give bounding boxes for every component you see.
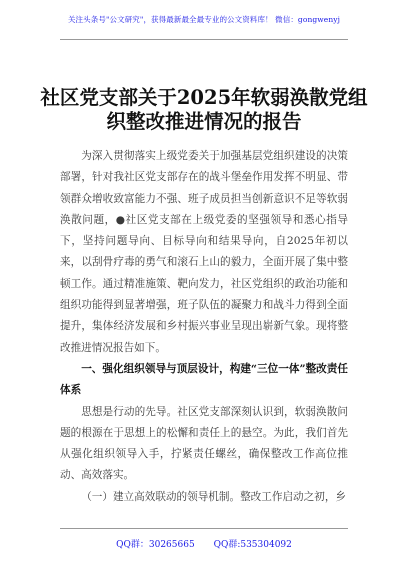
section-1-paragraph: 思想是行动的先导。社区党支部深刻认识到，软弱涣散问题的根源在于思想上的松懈和责任上的悬空。为此，我们首先从强化组织领导入手，拧紧责任螺丝，确保整改工作高位推动、高效落实。	[60, 405, 348, 482]
document-title	[40, 86, 368, 134]
footer-contact	[0, 537, 408, 550]
qq-group-2: QQ群:535304092	[213, 540, 292, 550]
header-promo-note: 关注头条号"公文研究"，获得最新最全最专业的公文资料库！ 微信：gongwenyj	[67, 15, 341, 24]
header-divider	[60, 39, 348, 40]
qq-group-1: QQ群：30265665	[116, 540, 195, 550]
title-line-1: 社区党支部关于2025年软弱涣散党组	[40, 86, 368, 109]
subsection-1-paragraph: （一）建立高效联动的领导机制。整改工作启动之初，乡	[81, 490, 347, 503]
title-line-2: 织整改推进情况的报告	[106, 110, 302, 133]
intro-paragraph: 为深入贯彻落实上级党委关于加强基层党组织建设的决策部署，针对我社区党支部存在的战斗堡垒作用发挥不明显、带领群众增收致富能力不强、班子成员担当创新意识不足等软弱涣散问题，●社区党支部在上级党委的坚强领导和悉心指导下，坚持问题导向、目标导向和结果导向，自2025年初以来，以刮骨疗毒的勇气和滚石上山的毅力，全面开展了集中整顿工作。通过精准施策、靶向发力，社区党组织的政治功能和组织功能得到显著增强，班子队伍的凝聚力和战斗力得到全面提升，集体经济发展和乡村振兴事业呈现出崭新气象。现将整改推进情况报告如下。	[60, 150, 348, 354]
section-1-heading: 一、强化组织领导与顶层设计，构建“三位一体”整改责任体系	[60, 362, 348, 397]
document-body	[60, 146, 348, 508]
footer-divider	[60, 528, 348, 529]
